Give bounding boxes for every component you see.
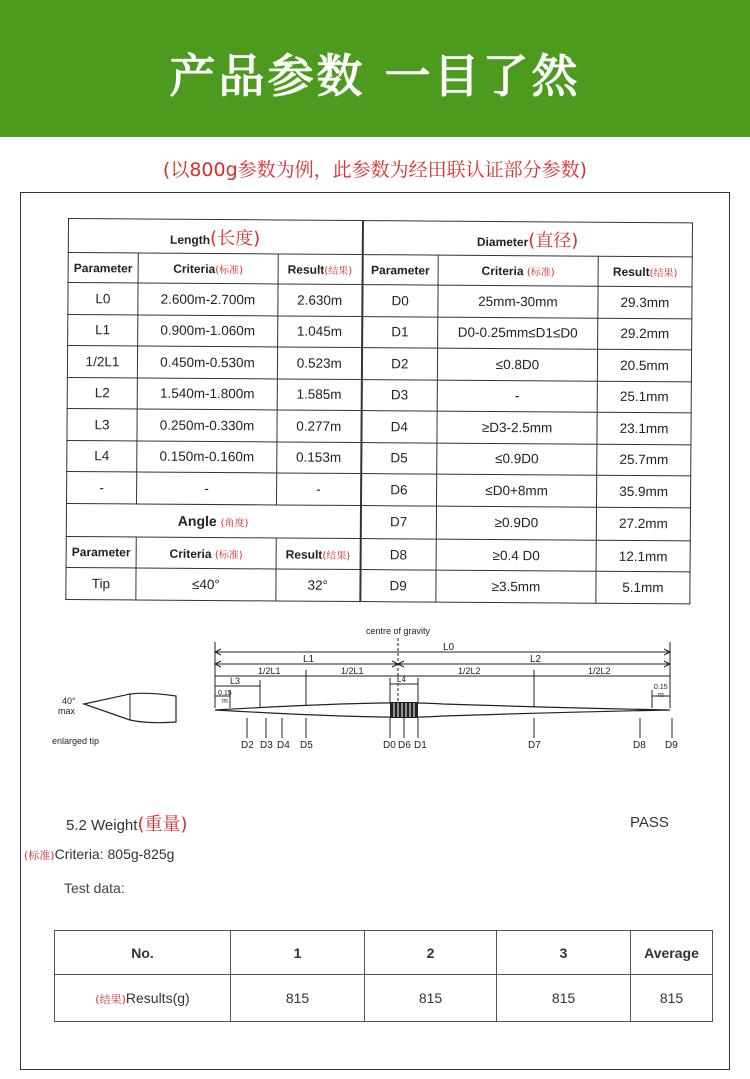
length-result: 0.277m bbox=[277, 410, 361, 442]
weight-header-3: 3 bbox=[497, 931, 631, 975]
angle-header-parameter: Parameter bbox=[66, 536, 136, 568]
tip-max-label: max bbox=[58, 706, 76, 716]
banner-title: 产品参数 一目了然 bbox=[169, 49, 581, 103]
subtitle: (以800g参数为例，此参数为经田联认证部分参数) bbox=[162, 159, 588, 181]
diameter-result: 12.1mm bbox=[596, 540, 690, 572]
angle-criteria: ≤40° bbox=[136, 568, 276, 601]
diameter-criteria: ≥0.4 D0 bbox=[436, 539, 596, 572]
diameter-result: 27.2mm bbox=[596, 507, 690, 541]
length-criteria: 0.150m-0.160m bbox=[137, 440, 277, 472]
length-section-title: Length(长度) bbox=[68, 219, 362, 255]
table-row bbox=[67, 440, 691, 476]
dim-l3-label: L3 bbox=[230, 676, 241, 686]
tip-angle-label: 40° bbox=[62, 696, 76, 706]
length-param: L2 bbox=[67, 377, 137, 409]
dim-half-l1-b: 1/2L1 bbox=[341, 666, 364, 676]
length-criteria: 0.450m-0.530m bbox=[137, 346, 277, 378]
point-d5: D5 bbox=[300, 740, 313, 751]
point-d8: D8 bbox=[633, 740, 646, 751]
diameter-param: D1 bbox=[362, 316, 438, 348]
diameter-criteria: ≥0.9D0 bbox=[436, 506, 596, 541]
point-d7: D7 bbox=[528, 740, 541, 751]
diameter-param: D6 bbox=[361, 474, 437, 506]
angle-section-title: Angle (角度) bbox=[66, 503, 360, 539]
diameter-criteria: ≥3.5mm bbox=[436, 571, 596, 604]
length-param: - bbox=[67, 471, 137, 503]
diameter-result: 35.9mm bbox=[597, 475, 691, 507]
diameter-param: D7 bbox=[360, 505, 436, 539]
test-data-label: Test data: bbox=[64, 880, 125, 896]
angle-result: 32° bbox=[276, 569, 360, 601]
length-param: L4 bbox=[67, 440, 137, 472]
length-param: L0 bbox=[68, 283, 138, 315]
spec-table bbox=[65, 218, 692, 604]
table-row bbox=[55, 975, 713, 1022]
length-result: 1.045m bbox=[278, 315, 362, 347]
dim-l4-label: L4 bbox=[397, 675, 406, 684]
diameter-param: D5 bbox=[361, 442, 437, 474]
diameter-result: 25.7mm bbox=[597, 444, 691, 476]
header-banner bbox=[0, 0, 750, 137]
diameter-param: D8 bbox=[360, 539, 436, 571]
weight-value: 815 bbox=[365, 975, 497, 1022]
length-header-parameter: Parameter bbox=[68, 253, 138, 283]
diameter-result: 23.1mm bbox=[597, 412, 691, 444]
table-row bbox=[68, 283, 692, 319]
length-criteria: - bbox=[137, 472, 277, 504]
length-criteria: 2.600m-2.700m bbox=[138, 283, 278, 315]
weight-table bbox=[54, 930, 712, 1022]
diameter-criteria: ≥D3-2.5mm bbox=[437, 411, 597, 444]
dim-half-l2-a: 1/2L2 bbox=[458, 666, 481, 676]
diameter-criteria: ≤D0+8mm bbox=[437, 474, 597, 507]
diameter-result: 5.1mm bbox=[596, 572, 690, 604]
weight-header-2: 2 bbox=[365, 931, 497, 975]
dim-half-l2-b: 1/2L2 bbox=[588, 666, 611, 676]
length-result: 1.585m bbox=[277, 378, 361, 410]
table-row bbox=[66, 568, 690, 604]
tip-left-value: 0.15 bbox=[218, 690, 232, 697]
diameter-header-criteria: Criteria (标准) bbox=[438, 255, 598, 286]
diameter-result: 29.3mm bbox=[598, 286, 692, 318]
weight-row-label: (结果)Results(g) bbox=[55, 975, 231, 1022]
angle-header-result: Result(结果) bbox=[276, 538, 360, 570]
table-row bbox=[55, 931, 713, 975]
diameter-criteria: - bbox=[437, 380, 597, 413]
point-d3: D3 bbox=[260, 740, 273, 751]
diameter-param: D0 bbox=[362, 285, 438, 317]
weight-header-average: Average bbox=[631, 931, 713, 975]
diameter-section-title: Diameter(直径) bbox=[362, 221, 692, 257]
length-result: - bbox=[277, 473, 361, 505]
diameter-result: 20.5mm bbox=[597, 349, 691, 381]
diameter-criteria: ≤0.9D0 bbox=[437, 443, 597, 476]
dim-l1-label: L1 bbox=[303, 654, 315, 665]
diameter-header-result: Result(结果) bbox=[598, 256, 692, 287]
table-row bbox=[66, 503, 690, 541]
weight-criteria: (标准)Criteria: 805g-825g bbox=[24, 846, 175, 862]
diameter-param: D3 bbox=[361, 379, 437, 411]
length-result: 0.153m bbox=[277, 441, 361, 473]
table-row bbox=[66, 536, 690, 572]
table-row bbox=[68, 314, 692, 350]
diameter-header-parameter: Parameter bbox=[362, 255, 438, 286]
table-row bbox=[67, 346, 691, 382]
diameter-criteria: 25mm-30mm bbox=[438, 285, 598, 318]
point-d6: D6 bbox=[398, 740, 411, 751]
weight-value: 815 bbox=[231, 975, 365, 1022]
length-result: 0.523m bbox=[277, 347, 361, 379]
length-criteria: 1.540m-1.800m bbox=[137, 377, 277, 409]
javelin-diagram bbox=[48, 620, 688, 760]
point-d4: D4 bbox=[277, 740, 290, 751]
diameter-criteria: ≤0.8D0 bbox=[437, 348, 597, 381]
length-criteria: 0.250m-0.330m bbox=[137, 409, 277, 441]
point-d9: D9 bbox=[665, 740, 678, 751]
point-d0: D0 bbox=[383, 740, 396, 751]
diameter-criteria: D0-0.25mm≤D1≤D0 bbox=[438, 317, 598, 350]
weight-value: 815 bbox=[497, 975, 631, 1022]
point-d2: D2 bbox=[241, 740, 254, 751]
dim-l0-label: L0 bbox=[443, 642, 455, 653]
table-row bbox=[67, 471, 691, 507]
angle-param: Tip bbox=[66, 568, 136, 600]
diameter-result: 25.1mm bbox=[597, 381, 691, 413]
enlarged-tip-label: enlarged tip bbox=[52, 736, 100, 746]
tip-right-value: 0.15 bbox=[654, 684, 668, 691]
table-row bbox=[67, 377, 691, 413]
point-d1: D1 bbox=[414, 740, 427, 751]
diameter-param: D9 bbox=[360, 570, 436, 602]
weight-title: 5.2 Weight(重量) bbox=[66, 814, 188, 835]
tip-right-unit: m bbox=[658, 692, 664, 699]
weight-header-no: No. bbox=[55, 931, 231, 975]
diameter-result: 29.2mm bbox=[598, 318, 692, 350]
length-result: 2.630m bbox=[278, 284, 362, 316]
length-header-result: Result(结果) bbox=[278, 254, 362, 285]
angle-header-criteria: Criteria (标准) bbox=[136, 537, 276, 569]
weight-average: 815 bbox=[631, 975, 713, 1022]
weight-header-1: 1 bbox=[231, 931, 365, 975]
weight-status: PASS bbox=[630, 814, 669, 831]
length-header-criteria: Criteria(标准) bbox=[138, 253, 278, 284]
length-param: L3 bbox=[67, 408, 137, 440]
dim-half-l1-a: 1/2L1 bbox=[258, 666, 281, 676]
diameter-param: D4 bbox=[361, 411, 437, 443]
centre-of-gravity-label: centre of gravity bbox=[365, 626, 431, 636]
diameter-param: D2 bbox=[361, 348, 437, 380]
length-param: 1/2L1 bbox=[67, 346, 137, 378]
length-param: L1 bbox=[68, 314, 138, 346]
length-criteria: 0.900m-1.060m bbox=[138, 314, 278, 346]
table-row bbox=[67, 408, 691, 444]
dim-l2-label: L2 bbox=[530, 654, 542, 665]
tip-left-unit: m bbox=[222, 698, 228, 705]
